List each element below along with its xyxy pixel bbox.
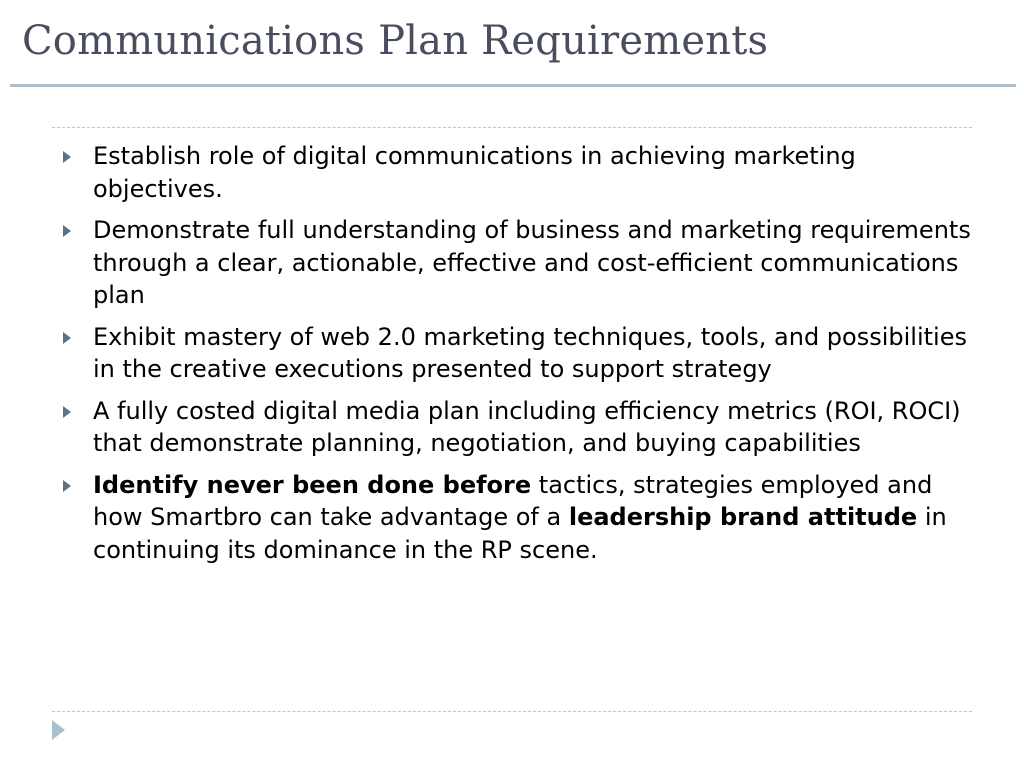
- bullet-text-segment: in continuing its dominance in the RP scene.: [93, 503, 947, 564]
- bullet-text-segment: tactics, strategies employed and how Smartbro can take advantage of a: [93, 470, 933, 531]
- bullet-text-bold: Identify never been done before: [93, 470, 532, 499]
- bullet-item: [62, 469, 972, 567]
- bullet-text-bold: leadership brand attitude: [568, 503, 918, 531]
- triangle-right-icon: [63, 480, 71, 492]
- bullet-text: [93, 323, 967, 384]
- triangle-right-icon: [63, 225, 71, 237]
- slide-title: Communications Plan Requirements: [22, 18, 769, 64]
- next-slide-icon[interactable]: [52, 720, 65, 740]
- bullet-item: [62, 321, 972, 386]
- content-bottom-divider: [52, 711, 972, 712]
- bullet-text-segment: Exhibit mastery of web 2.0 marketing techniques, tools, and possibilities in the creative executions presented to support strategy: [93, 322, 967, 383]
- triangle-right-icon: [63, 332, 71, 344]
- bullet-text: [93, 397, 961, 458]
- bullet-text: [93, 142, 856, 203]
- bullet-text-segment: A fully costed digital media plan including efficiency metrics (ROI, ROCI) that demonstrate planning, negotiation, and buying capabilities: [93, 396, 961, 457]
- bullet-item: [62, 140, 972, 205]
- bullet-text: [93, 216, 971, 309]
- triangle-right-icon: [63, 151, 71, 163]
- bullet-item: [62, 214, 972, 312]
- bullet-list: [62, 140, 972, 575]
- triangle-right-icon: [63, 406, 71, 418]
- content-top-divider: [52, 127, 972, 128]
- bullet-item: [62, 395, 972, 460]
- bullet-text-segment: Demonstrate full understanding of business and marketing requirements through a clear, actionable, effective and cost-efficient communications plan: [93, 216, 971, 309]
- bullet-text-segment: Establish role of digital communications in achieving marketing objectives.: [93, 142, 856, 203]
- bullet-text: [93, 471, 947, 564]
- title-underline: [10, 84, 1016, 87]
